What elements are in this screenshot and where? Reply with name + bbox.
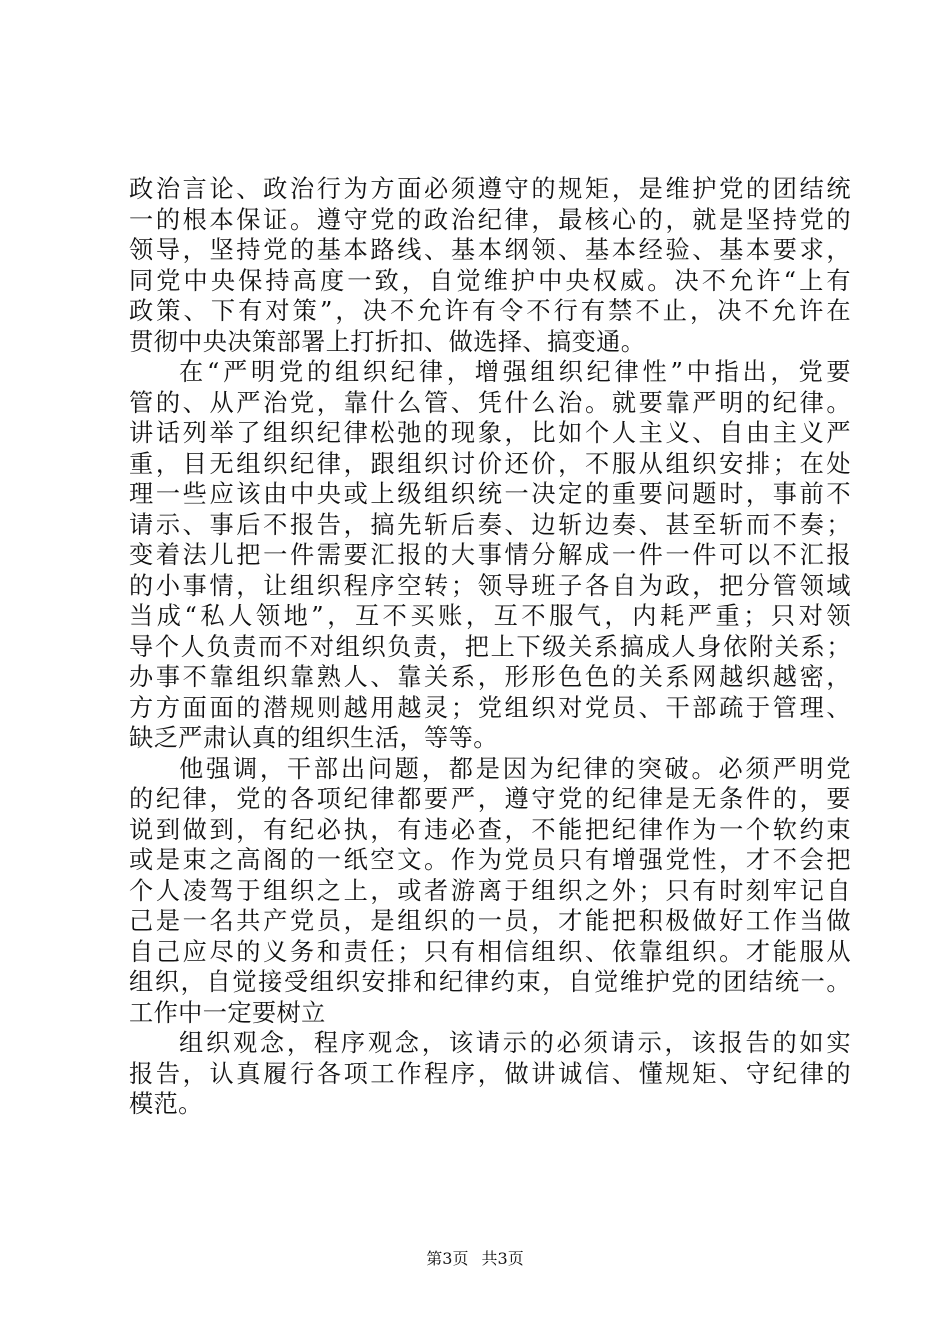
- paragraph-line: 个人凌驾于组织之上，或者游离于组织之外；只有时刻牢记自: [129, 876, 851, 905]
- paragraph-line: 请示、事后不报告，搞先斩后奏、边斩边奏、甚至斩而不奏；: [129, 510, 851, 539]
- paragraph-line: 的纪律，党的各项纪律都要严，遵守党的纪律是无条件的，要: [129, 785, 851, 813]
- document-body: [129, 174, 851, 1120]
- paragraph-line: 办事不靠组织靠熟人、靠关系，形形色色的关系网越织越密，: [129, 663, 851, 691]
- paragraph-line: 他强调，干部出问题，都是因为纪律的突破。必须严明党: [179, 754, 851, 783]
- paragraph-line: 组织，自觉接受组织安排和纪律约束，自觉维护党的团结统一。: [129, 968, 851, 996]
- paragraph-line: 自己应尽的义务和责任；只有相信组织、依靠组织。才能服从: [129, 937, 851, 966]
- paragraph-line: 或是束之高阁的一纸空文。作为党员只有增强党性，才不会把: [129, 846, 851, 874]
- paragraph-line: 讲话列举了组织纪律松弛的现象，比如个人主义、自由主义严: [129, 419, 851, 447]
- page-total: 共3页: [481, 1249, 524, 1268]
- paragraph-line: 贯彻中央决策部署上打折扣、做选择、搞变通。: [129, 327, 646, 356]
- paragraph-line: 重，目无组织纪律，跟组织讨价还价，不服从组织安排；在处: [129, 449, 851, 478]
- paragraph-line: 领导，坚持党的基本路线、基本纲领、基本经验、基本要求，: [129, 236, 851, 264]
- paragraph: [129, 754, 851, 1029]
- paragraph-line: 方方面面的潜规则越用越灵；党组织对党员、干部疏于管理、: [129, 693, 851, 722]
- paragraph-line: 管的、从严治党，靠什么管、凭什么治。就要靠严明的纪律。: [129, 388, 851, 417]
- paragraph: [129, 174, 851, 357]
- paragraph-line: 政策、下有对策”，决不允许有令不行有禁不止，决不允许在: [129, 297, 851, 325]
- paragraph-line: 组织观念，程序观念，该请示的必须请示，该报告的如实: [179, 1029, 851, 1057]
- paragraph-line: 报告，认真履行各项工作程序，做讲诚信、懂规矩、守纪律的: [129, 1059, 851, 1088]
- paragraph-line: 理一些应该由中央或上级组织统一决定的重要问题时，事前不: [129, 480, 851, 508]
- paragraph-line: 的小事情，让组织程序空转；领导班子各自为政，把分管领域: [129, 571, 851, 600]
- paragraph-line: 己是一名共产党员，是组织的一员，才能把积极做好工作当做: [129, 907, 851, 935]
- page-number: 第3页: [426, 1249, 469, 1268]
- page-footer: [0, 1246, 950, 1269]
- paragraph-line: 缺乏严肃认真的组织生活，等等。: [129, 724, 498, 752]
- paragraph-line: 一的根本保证。遵守党的政治纪律，最核心的，就是坚持党的: [129, 205, 851, 234]
- paragraph-line: 工作中一定要树立: [129, 998, 326, 1027]
- paragraph-line: 说到做到，有纪必执，有违必查，不能把纪律作为一个软约束: [129, 815, 851, 844]
- paragraph-line: 当成“私人领地”，互不买账，互不服气，内耗严重；只对领: [129, 602, 851, 630]
- paragraph-line: 同党中央保持高度一致，自觉维护中央权威。决不允许“上有: [129, 266, 851, 295]
- paragraph: [129, 357, 851, 754]
- paragraph-line: 模范。: [129, 1090, 203, 1118]
- paragraph: [129, 1028, 851, 1120]
- paragraph-line: 导个人负责而不对组织负责，把上下级关系搞成人身依附关系；: [129, 632, 851, 661]
- paragraph-line: 变着法儿把一件需要汇报的大事情分解成一件一件可以不汇报: [129, 541, 851, 569]
- paragraph-line: 在“严明党的组织纪律，增强组织纪律性”中指出，党要: [179, 358, 851, 386]
- paragraph-line: 政治言论、政治行为方面必须遵守的规矩，是维护党的团结统: [129, 175, 851, 203]
